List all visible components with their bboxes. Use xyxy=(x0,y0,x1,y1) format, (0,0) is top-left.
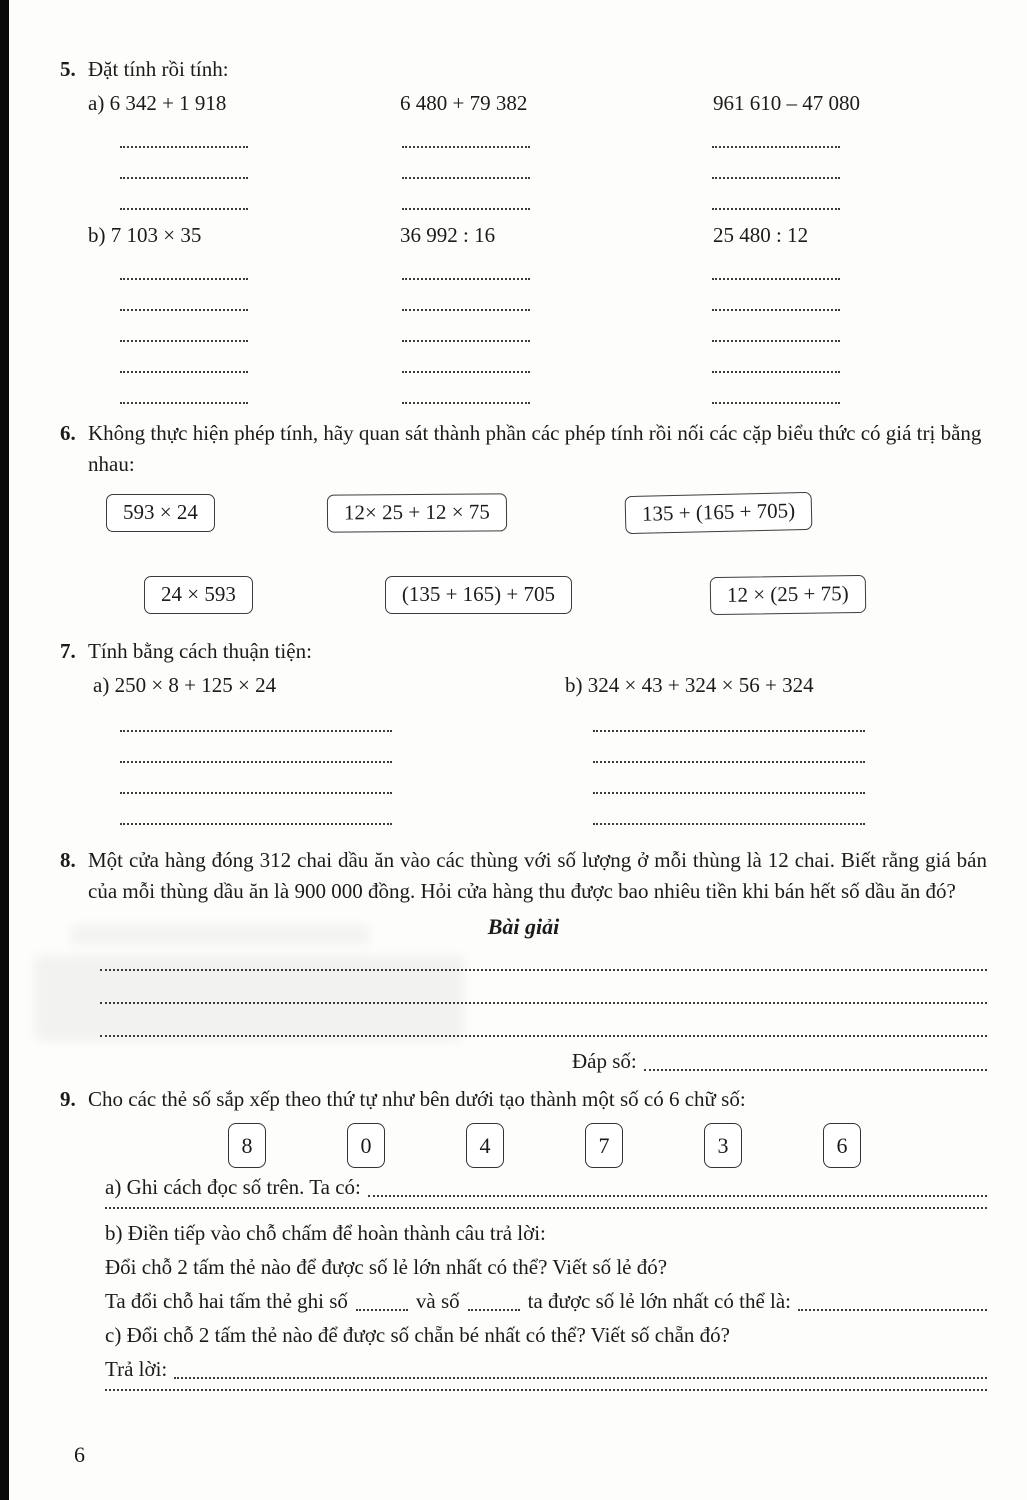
answer-blank xyxy=(402,257,530,280)
part-c-question: c) Đổi chỗ 2 tấm thẻ nào để được số chẵn bé nhất có thể? Viết số chẵn đó? xyxy=(105,1323,730,1347)
digit-card: 0 xyxy=(347,1123,385,1168)
answer-blank xyxy=(120,125,248,148)
expression: b) 324 × 43 + 324 × 56 + 324 xyxy=(565,673,814,697)
answer-blank xyxy=(712,319,840,342)
digit-card: 8 xyxy=(228,1123,266,1168)
answer-blank xyxy=(120,771,392,794)
digit-cards xyxy=(228,1123,987,1168)
exercise-9-number: 9. xyxy=(60,1087,76,1111)
exercise-7-number: 7. xyxy=(60,639,76,663)
answer-blank xyxy=(402,319,530,342)
exercise-5 xyxy=(60,54,987,412)
exercise-5-title: Đặt tính rồi tính: xyxy=(88,57,229,81)
exercise-8-number: 8. xyxy=(60,848,76,872)
answer-blank xyxy=(712,381,840,404)
answer-blank xyxy=(402,350,530,373)
dotted-leader xyxy=(356,1309,408,1311)
exercise-7 xyxy=(60,636,987,833)
expression-card: 593 × 24 xyxy=(106,494,215,532)
answer-blank xyxy=(120,802,392,825)
expression-card: 12× 25 + 12 × 75 xyxy=(327,493,507,532)
answer-blank xyxy=(402,156,530,179)
expression-card: 12 × (25 + 75) xyxy=(710,575,866,615)
answer-blank xyxy=(712,288,840,311)
answer-blank xyxy=(402,187,530,210)
answer-blank xyxy=(120,709,392,732)
dotted-leader xyxy=(174,1377,987,1379)
exercise-9-title: Cho các thẻ số sắp xếp theo thứ tự như bên dưới tạo thành một số có 6 chữ số: xyxy=(88,1087,746,1111)
answer-blank xyxy=(100,981,987,1004)
exercise-6-title: Không thực hiện phép tính, hãy quan sát thành phần các phép tính rồi nối các cặp biểu thức có giá trị bằng nhau: xyxy=(88,421,982,476)
digit-card: 7 xyxy=(585,1123,623,1168)
part-b-answer-2: và số xyxy=(415,1289,460,1313)
expression: 36 992 : 16 xyxy=(400,223,496,247)
expression: 25 480 : 12 xyxy=(713,223,809,247)
dotted-leader xyxy=(468,1309,520,1311)
part-b-answer-1: Ta đổi chỗ hai tấm thẻ ghi số xyxy=(105,1289,348,1313)
answer-blank xyxy=(593,740,865,763)
dotted-leader xyxy=(644,1069,987,1071)
part-a-text: a) Ghi cách đọc số trên. Ta có: xyxy=(105,1175,361,1199)
exercise-9 xyxy=(60,1084,987,1396)
expression: 6 480 + 79 382 xyxy=(400,91,528,115)
part-b-intro: b) Điền tiếp vào chỗ chấm để hoàn thành câu trả lời: xyxy=(105,1221,546,1245)
answer-blank xyxy=(712,257,840,280)
answer-blank xyxy=(712,350,840,373)
answer-blank xyxy=(120,350,248,373)
dotted-leader xyxy=(368,1195,987,1197)
part-b-answer-3: ta được số lẻ lớn nhất có thể là: xyxy=(527,1289,792,1313)
answer-blank xyxy=(120,740,392,763)
expression-card: 24 × 593 xyxy=(144,576,253,614)
answer-blank xyxy=(120,381,248,404)
answer-blank xyxy=(402,381,530,404)
exercise-7-title: Tính bằng cách thuận tiện: xyxy=(88,639,312,663)
scan-binding-edge xyxy=(0,0,9,1500)
answer-label: Trả lời: xyxy=(105,1357,168,1381)
digit-card: 6 xyxy=(823,1123,861,1168)
answer-blank xyxy=(120,288,248,311)
answer-blank xyxy=(712,125,840,148)
digit-card: 4 xyxy=(466,1123,504,1168)
dotted-leader xyxy=(105,1389,987,1391)
expression: a) 6 342 + 1 918 xyxy=(88,91,227,115)
answer-blank xyxy=(120,257,248,280)
answer-blank xyxy=(712,187,840,210)
answer-blank xyxy=(712,156,840,179)
exercise-6-number: 6. xyxy=(60,421,76,445)
answer-blank xyxy=(120,187,248,210)
answer-blank xyxy=(402,125,530,148)
part-b-question: Đổi chỗ 2 tấm thẻ nào để được số lẻ lớn nhất có thể? Viết số lẻ đó? xyxy=(105,1255,668,1279)
expression-card: 135 + (165 + 705) xyxy=(624,492,812,534)
expression: a) 250 × 8 + 125 × 24 xyxy=(93,673,277,697)
solution-heading: Bài giải xyxy=(487,914,560,939)
expression: 961 610 – 47 080 xyxy=(713,91,860,115)
exercise-8 xyxy=(60,845,987,1076)
answer-blank xyxy=(100,948,987,971)
exercise-8-text: Một cửa hàng đóng 312 chai dầu ăn vào các thùng với số lượng ở mỗi thùng là 12 chai. Biết rằng giá bán của mỗi thùng dầu ăn là 900 000 đồng. Hỏi cửa hàng thu được bao nhiêu tiền khi bán hết số dầu ăn đó? xyxy=(88,848,987,903)
expression: b) 7 103 × 35 xyxy=(88,223,202,247)
page-content xyxy=(60,54,987,1396)
expression-card: (135 + 165) + 705 xyxy=(385,576,572,614)
answer-blank xyxy=(100,1014,987,1037)
answer-blank xyxy=(120,156,248,179)
exercise-6 xyxy=(60,418,987,614)
answer-blank xyxy=(593,709,865,732)
answer-blank xyxy=(120,319,248,342)
final-answer-label: Đáp số: xyxy=(572,1049,637,1073)
answer-blank xyxy=(593,802,865,825)
answer-blank xyxy=(402,288,530,311)
answer-blank xyxy=(593,771,865,794)
page-number: 6 xyxy=(74,1442,85,1467)
dotted-leader xyxy=(105,1207,987,1209)
exercise-5-number: 5. xyxy=(60,57,76,81)
dotted-leader xyxy=(798,1309,987,1311)
digit-card: 3 xyxy=(704,1123,742,1168)
